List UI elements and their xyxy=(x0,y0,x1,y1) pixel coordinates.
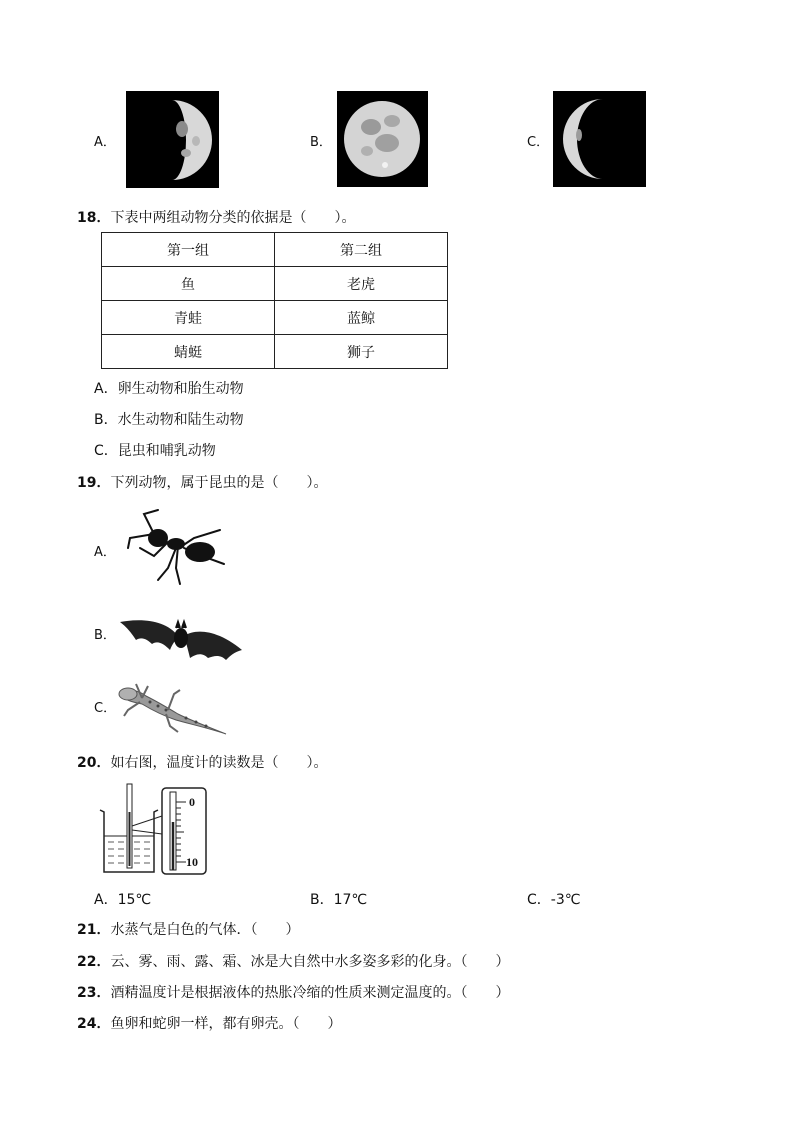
thermometer-label-0: 0 xyxy=(189,795,195,809)
question-18-stem: 下表中两组动物分类的依据是（ ）。 xyxy=(110,210,356,226)
animal-classification-table xyxy=(101,232,448,369)
question-23-stem: 酒精温度计是根据液体的热胀冷缩的性质来测定温度的。（ ） xyxy=(110,985,510,1001)
question-22-stem: 云、雾、雨、露、霜、冰是大自然中水多姿多彩的化身。（ ） xyxy=(110,954,510,970)
table-header-cell: 第一组 xyxy=(102,233,275,267)
q17-option-b-letter: B． xyxy=(310,135,332,150)
q17-option-c-letter: C． xyxy=(527,135,550,150)
question-19-stem: 下列动物，属于昆虫的是（ ）。 xyxy=(110,475,328,491)
question-18-number: 18． xyxy=(77,210,111,226)
table-header-cell: 第二组 xyxy=(275,233,448,267)
thermometer-diagram xyxy=(96,782,210,876)
q19-option-a-letter: A． xyxy=(94,545,116,560)
table-cell: 蜻蜓 xyxy=(102,335,275,369)
table-cell: 蓝鲸 xyxy=(275,301,448,335)
table-row xyxy=(102,335,448,369)
ant-image xyxy=(124,508,232,588)
bat-image xyxy=(118,614,244,664)
question-24-stem: 鱼卵和蛇卵一样，都有卵壳。（ ） xyxy=(110,1016,342,1032)
full-moon-image xyxy=(337,91,428,187)
table-cell: 鱼 xyxy=(102,267,275,301)
q20-option-b[interactable]: B．17℃ xyxy=(310,892,368,908)
table-row xyxy=(102,301,448,335)
q18-option-a[interactable]: A．卵生动物和胎生动物 xyxy=(94,381,244,397)
first-quarter-moon-image xyxy=(126,91,219,188)
q18-option-c[interactable]: C．昆虫和哺乳动物 xyxy=(94,443,216,459)
gecko-image xyxy=(116,682,230,736)
table-cell: 狮子 xyxy=(275,335,448,369)
question-19 xyxy=(77,472,327,492)
q18-option-b[interactable]: B．水生动物和陆生动物 xyxy=(94,412,244,428)
table-header-row xyxy=(102,233,448,267)
question-21-stem: 水蒸气是白色的气体．（ ） xyxy=(110,922,300,938)
question-24-number: 24． xyxy=(77,1016,111,1032)
table-cell: 青蛙 xyxy=(102,301,275,335)
question-20 xyxy=(77,752,327,772)
q20-option-c[interactable]: C．-3℃ xyxy=(527,892,581,908)
question-19-number: 19． xyxy=(77,475,111,491)
waning-crescent-moon-image xyxy=(553,91,646,187)
question-20-number: 20． xyxy=(77,755,111,771)
table-row xyxy=(102,267,448,301)
q20-option-a[interactable]: A．15℃ xyxy=(94,892,152,908)
q17-option-a-letter: A． xyxy=(94,135,116,150)
question-18 xyxy=(77,207,355,227)
question-21 xyxy=(77,919,299,939)
question-20-stem: 如右图，温度计的读数是（ ）。 xyxy=(110,755,328,771)
q19-option-c-letter: C． xyxy=(94,701,117,716)
table-cell: 老虎 xyxy=(275,267,448,301)
question-21-number: 21． xyxy=(77,922,111,938)
question-24 xyxy=(77,1013,341,1033)
question-22-number: 22． xyxy=(77,954,111,970)
question-22 xyxy=(77,951,509,971)
q19-option-b-letter: B． xyxy=(94,628,116,643)
question-23 xyxy=(77,982,509,1002)
question-23-number: 23． xyxy=(77,985,111,1001)
thermometer-label-10: 10 xyxy=(186,855,198,869)
